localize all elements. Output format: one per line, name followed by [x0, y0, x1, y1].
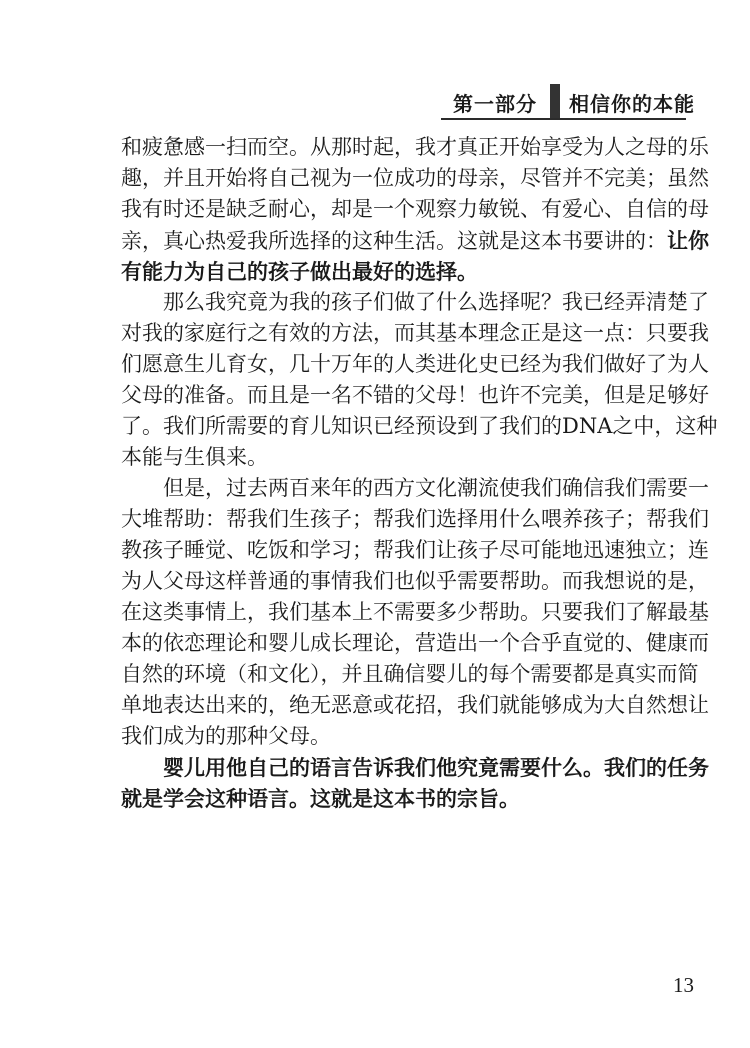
- text-line: 对我的家庭行之有效的方法，而其基本理念正是这一点：只要我: [121, 321, 709, 345]
- text-line: 为人父母这样普通的事情我们也似乎需要帮助。而我想说的是，: [121, 569, 709, 593]
- text-line: 我们成为的那种父母。: [121, 724, 331, 748]
- text-line: 自然的环境（和文化），并且确信婴儿的每个需要都是真实而简: [121, 662, 699, 686]
- text-line: 本能与生俱来。: [121, 445, 268, 469]
- paragraph: [121, 287, 718, 473]
- emphasis-line: 就是学会这种语言。这就是这本书的宗旨。: [121, 786, 520, 811]
- text-line: 趣，并且开始将自己视为一位成功的母亲，尽管并不完美；虽然: [121, 166, 709, 190]
- running-header: [441, 84, 695, 124]
- header-rule: [441, 118, 686, 120]
- text-line: 父母的准备。而且是一名不错的父母！也许不完美，但是足够好: [121, 383, 709, 407]
- body-text: [121, 132, 718, 814]
- text-line: 但是，过去两百来年的西方文化潮流使我们确信我们需要一: [163, 476, 709, 500]
- text-line: 了。我们所需要的育儿知识已经预设到了我们的DNA之中，这种: [121, 414, 718, 438]
- paragraph: [121, 752, 709, 814]
- header-part-label: 第一部分: [453, 92, 537, 116]
- text-line: 在这类事情上，我们基本上不需要多少帮助。只要我们了解最基: [121, 600, 709, 624]
- header-divider-bar: [550, 84, 560, 118]
- text-line: 和疲惫感一扫而空。从那时起，我才真正开始享受为人之母的乐: [121, 135, 709, 159]
- page-number: 13: [673, 973, 694, 997]
- emphasis-line: 婴儿用他自己的语言告诉我们他究竟需要什么。我们的任务: [163, 755, 709, 780]
- paragraph: [121, 132, 709, 287]
- text-span: 亲，真心热爱我所选择的这种生活。这就是这本书要讲的：: [121, 229, 667, 253]
- paragraph: [121, 473, 709, 752]
- text-line: 我有时还是缺乏耐心，却是一个观察力敏锐、有爱心、自信的母: [121, 197, 709, 221]
- text-line: [121, 225, 709, 256]
- text-line: 单地表达出来的，绝无恶意或花招，我们就能够成为大自然想让: [121, 693, 709, 717]
- text-line: 们愿意生儿育女，几十万年的人类进化史已经为我们做好了为人: [121, 352, 709, 376]
- text-line: 大堆帮助：帮我们生孩子；帮我们选择用什么喂养孩子；帮我们: [121, 507, 709, 531]
- emphasis-text: 让你: [667, 228, 709, 253]
- header-chapter-title: 相信你的本能: [569, 92, 695, 116]
- text-line: 教孩子睡觉、吃饭和学习；帮我们让孩子尽可能地迅速独立；连: [121, 538, 709, 562]
- text-line: 本的依恋理论和婴儿成长理论，营造出一个合乎直觉的、健康而: [121, 631, 709, 655]
- text-line: 那么我究竟为我的孩子们做了什么选择呢？我已经弄清楚了: [163, 290, 709, 314]
- emphasis-line: 有能力为自己的孩子做出最好的选择。: [121, 259, 478, 284]
